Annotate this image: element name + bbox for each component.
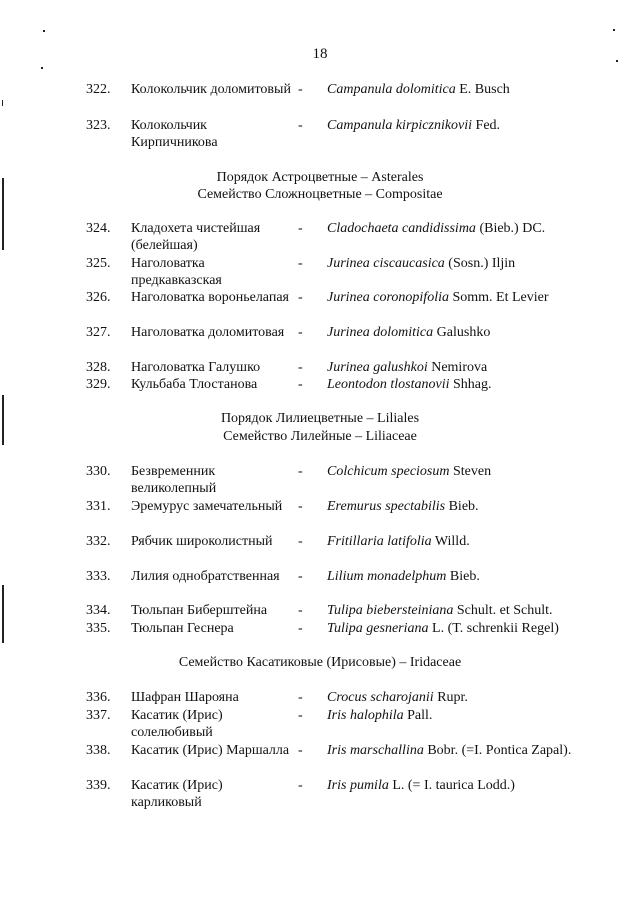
dash: - (298, 221, 303, 236)
common-name: Колокольчик доломитовый (131, 82, 291, 97)
family-heading: Семейство Касатиковые (Ирисовые) – Iridaceae (178, 655, 462, 670)
species-entry (0, 742, 640, 778)
species-entry (0, 689, 640, 707)
scan-dot (41, 67, 43, 69)
latin-author: Nemirova (431, 360, 488, 375)
common-name: Кульбаба Тлостанова (131, 377, 258, 392)
common-name: Безвременник великолепный (131, 464, 217, 496)
entry-number: 339. (86, 778, 111, 793)
common-name: Касатик (Ирис) карликовый (131, 778, 223, 810)
common-name: Шафран Шарояна (131, 690, 239, 705)
latin-binomial: Iris pumila (327, 778, 389, 793)
dash: - (298, 743, 303, 758)
entry-number: 326. (86, 290, 111, 305)
common-name: Тюльпан Биберштейна (131, 603, 268, 618)
species-entry (0, 117, 640, 153)
latin-binomial: Iris marschallina (327, 743, 424, 758)
latin-author: E. Busch (459, 82, 510, 97)
species-entry (0, 777, 640, 813)
latin-name (327, 117, 500, 134)
dash: - (298, 690, 303, 705)
species-entry (0, 220, 640, 256)
latin-name (327, 376, 492, 393)
latin-binomial: Campanula kirpicznikovii (327, 118, 473, 133)
common-name: Рябчик широколистный (131, 534, 273, 549)
latin-author: Rupr. (437, 690, 468, 705)
latin-binomial: Leontodon tlostanovii (327, 377, 450, 392)
entry-number: 333. (86, 569, 111, 584)
entry-number: 330. (86, 464, 111, 479)
dash: - (298, 360, 303, 375)
entry-number: 322. (86, 82, 111, 97)
dash: - (298, 82, 303, 97)
latin-author: Fed. (475, 118, 501, 133)
dash: - (298, 256, 303, 271)
dash: - (298, 569, 303, 584)
page-number: 18 (312, 46, 328, 62)
entry-number: 334. (86, 603, 111, 618)
species-entry (0, 707, 640, 743)
latin-binomial: Tulipa biebersteiniana (327, 603, 454, 618)
dash: - (298, 603, 303, 618)
latin-binomial: Jurinea ciscaucasica (327, 256, 445, 271)
latin-name (327, 289, 549, 306)
latin-binomial: Fritillaria latifolia (327, 534, 432, 549)
latin-author: Somm. Et Levier (452, 290, 549, 305)
common-name: Наголоватка вороньелапая (131, 290, 289, 305)
entry-number: 338. (86, 743, 111, 758)
entry-number: 332. (86, 534, 111, 549)
latin-author: (Bieb.) DC. (479, 221, 546, 236)
species-entry (0, 255, 640, 291)
latin-binomial: Eremurus spectabilis (327, 499, 446, 514)
latin-name (327, 777, 515, 794)
latin-author: Bieb. (449, 569, 480, 584)
dash: - (298, 499, 303, 514)
latin-name (327, 689, 468, 706)
latin-author: L. (= I. taurica Lodd.) (392, 778, 515, 793)
dash: - (298, 464, 303, 479)
latin-name (327, 81, 510, 98)
entry-number: 329. (86, 377, 111, 392)
dash: - (298, 290, 303, 305)
latin-author: Bieb. (448, 499, 479, 514)
latin-author: Steven (452, 464, 492, 479)
entry-number: 331. (86, 499, 111, 514)
scan-dot (613, 29, 615, 31)
entry-number: 335. (86, 621, 111, 636)
latin-binomial: Crocus scharojanii (327, 690, 434, 705)
entry-number: 325. (86, 256, 111, 271)
latin-name (327, 620, 559, 637)
latin-name (327, 463, 491, 480)
family-heading: Семейство Сложноцветные – Compositae (197, 187, 443, 202)
entry-number: 336. (86, 690, 111, 705)
common-name: Наголоватка Галушко (131, 360, 261, 375)
common-name: Наголоватка предкавказская (131, 256, 222, 288)
common-name: Кладохета чистейшая (белейшая) (131, 221, 261, 253)
latin-author: Willd. (434, 534, 470, 549)
latin-name (327, 602, 553, 619)
dash: - (298, 708, 303, 723)
latin-binomial: Tulipa gesneriana (327, 621, 429, 636)
latin-binomial: Lilium monadelphum (327, 569, 447, 584)
dash: - (298, 377, 303, 392)
latin-binomial: Jurinea galushkoi (327, 360, 428, 375)
common-name: Тюльпан Геснера (131, 621, 234, 636)
species-entry (0, 533, 640, 569)
common-name: Наголоватка доломитовая (131, 325, 285, 340)
common-name: Касатик (Ирис) солелюбивый (131, 708, 223, 740)
entry-number: 323. (86, 118, 111, 133)
common-name: Касатик (Ирис) Маршалла (131, 743, 290, 758)
latin-author: Pall. (407, 708, 433, 723)
species-entry (0, 359, 640, 377)
latin-name (327, 324, 490, 341)
entry-number: 337. (86, 708, 111, 723)
dash: - (298, 621, 303, 636)
latin-name (327, 359, 487, 376)
species-entry (0, 289, 640, 325)
common-name: Лилия однобратственная (131, 569, 280, 584)
latin-binomial: Cladochaeta candidissima (327, 221, 476, 236)
latin-name (327, 498, 479, 515)
species-entry (0, 620, 640, 638)
species-entry (0, 498, 640, 534)
common-name: Эремурус замечательный (131, 499, 283, 514)
latin-author: Bobr. (=I. Pontica Zapal). (427, 743, 572, 758)
latin-name (327, 707, 432, 724)
species-entry (0, 324, 640, 360)
latin-binomial: Iris halophila (327, 708, 404, 723)
latin-binomial: Campanula dolomitica (327, 82, 456, 97)
order-heading: Порядок Лилиецветные – Liliales (220, 411, 420, 426)
order-heading: Порядок Астроцветные – Asterales (216, 170, 424, 185)
latin-author: Shhag. (453, 377, 492, 392)
latin-author: (Sosn.) Iljin (448, 256, 516, 271)
family-heading: Семейство Лилейные – Liliaceae (223, 429, 417, 444)
latin-name (327, 742, 571, 759)
dash: - (298, 118, 303, 133)
species-entry (0, 463, 640, 499)
dash: - (298, 534, 303, 549)
species-entry (0, 568, 640, 604)
species-entry (0, 81, 640, 117)
latin-author: Galushko (436, 325, 491, 340)
latin-name (327, 255, 515, 272)
common-name: Колокольчик Кирпичникова (131, 118, 218, 150)
latin-binomial: Jurinea coronopifolia (327, 290, 449, 305)
latin-author: Schult. et Schult. (456, 603, 553, 618)
latin-binomial: Jurinea dolomitica (327, 325, 434, 340)
dash: - (298, 778, 303, 793)
entry-number: 327. (86, 325, 111, 340)
entry-number: 328. (86, 360, 111, 375)
dash: - (298, 325, 303, 340)
latin-name (327, 533, 470, 550)
latin-binomial: Colchicum speciosum (327, 464, 450, 479)
latin-author: L. (T. schrenkii Regel) (432, 621, 559, 636)
species-entry (0, 376, 640, 394)
species-entry (0, 602, 640, 620)
latin-name (327, 568, 480, 585)
latin-name (327, 220, 545, 237)
scan-dot (43, 30, 45, 32)
entry-number: 324. (86, 221, 111, 236)
